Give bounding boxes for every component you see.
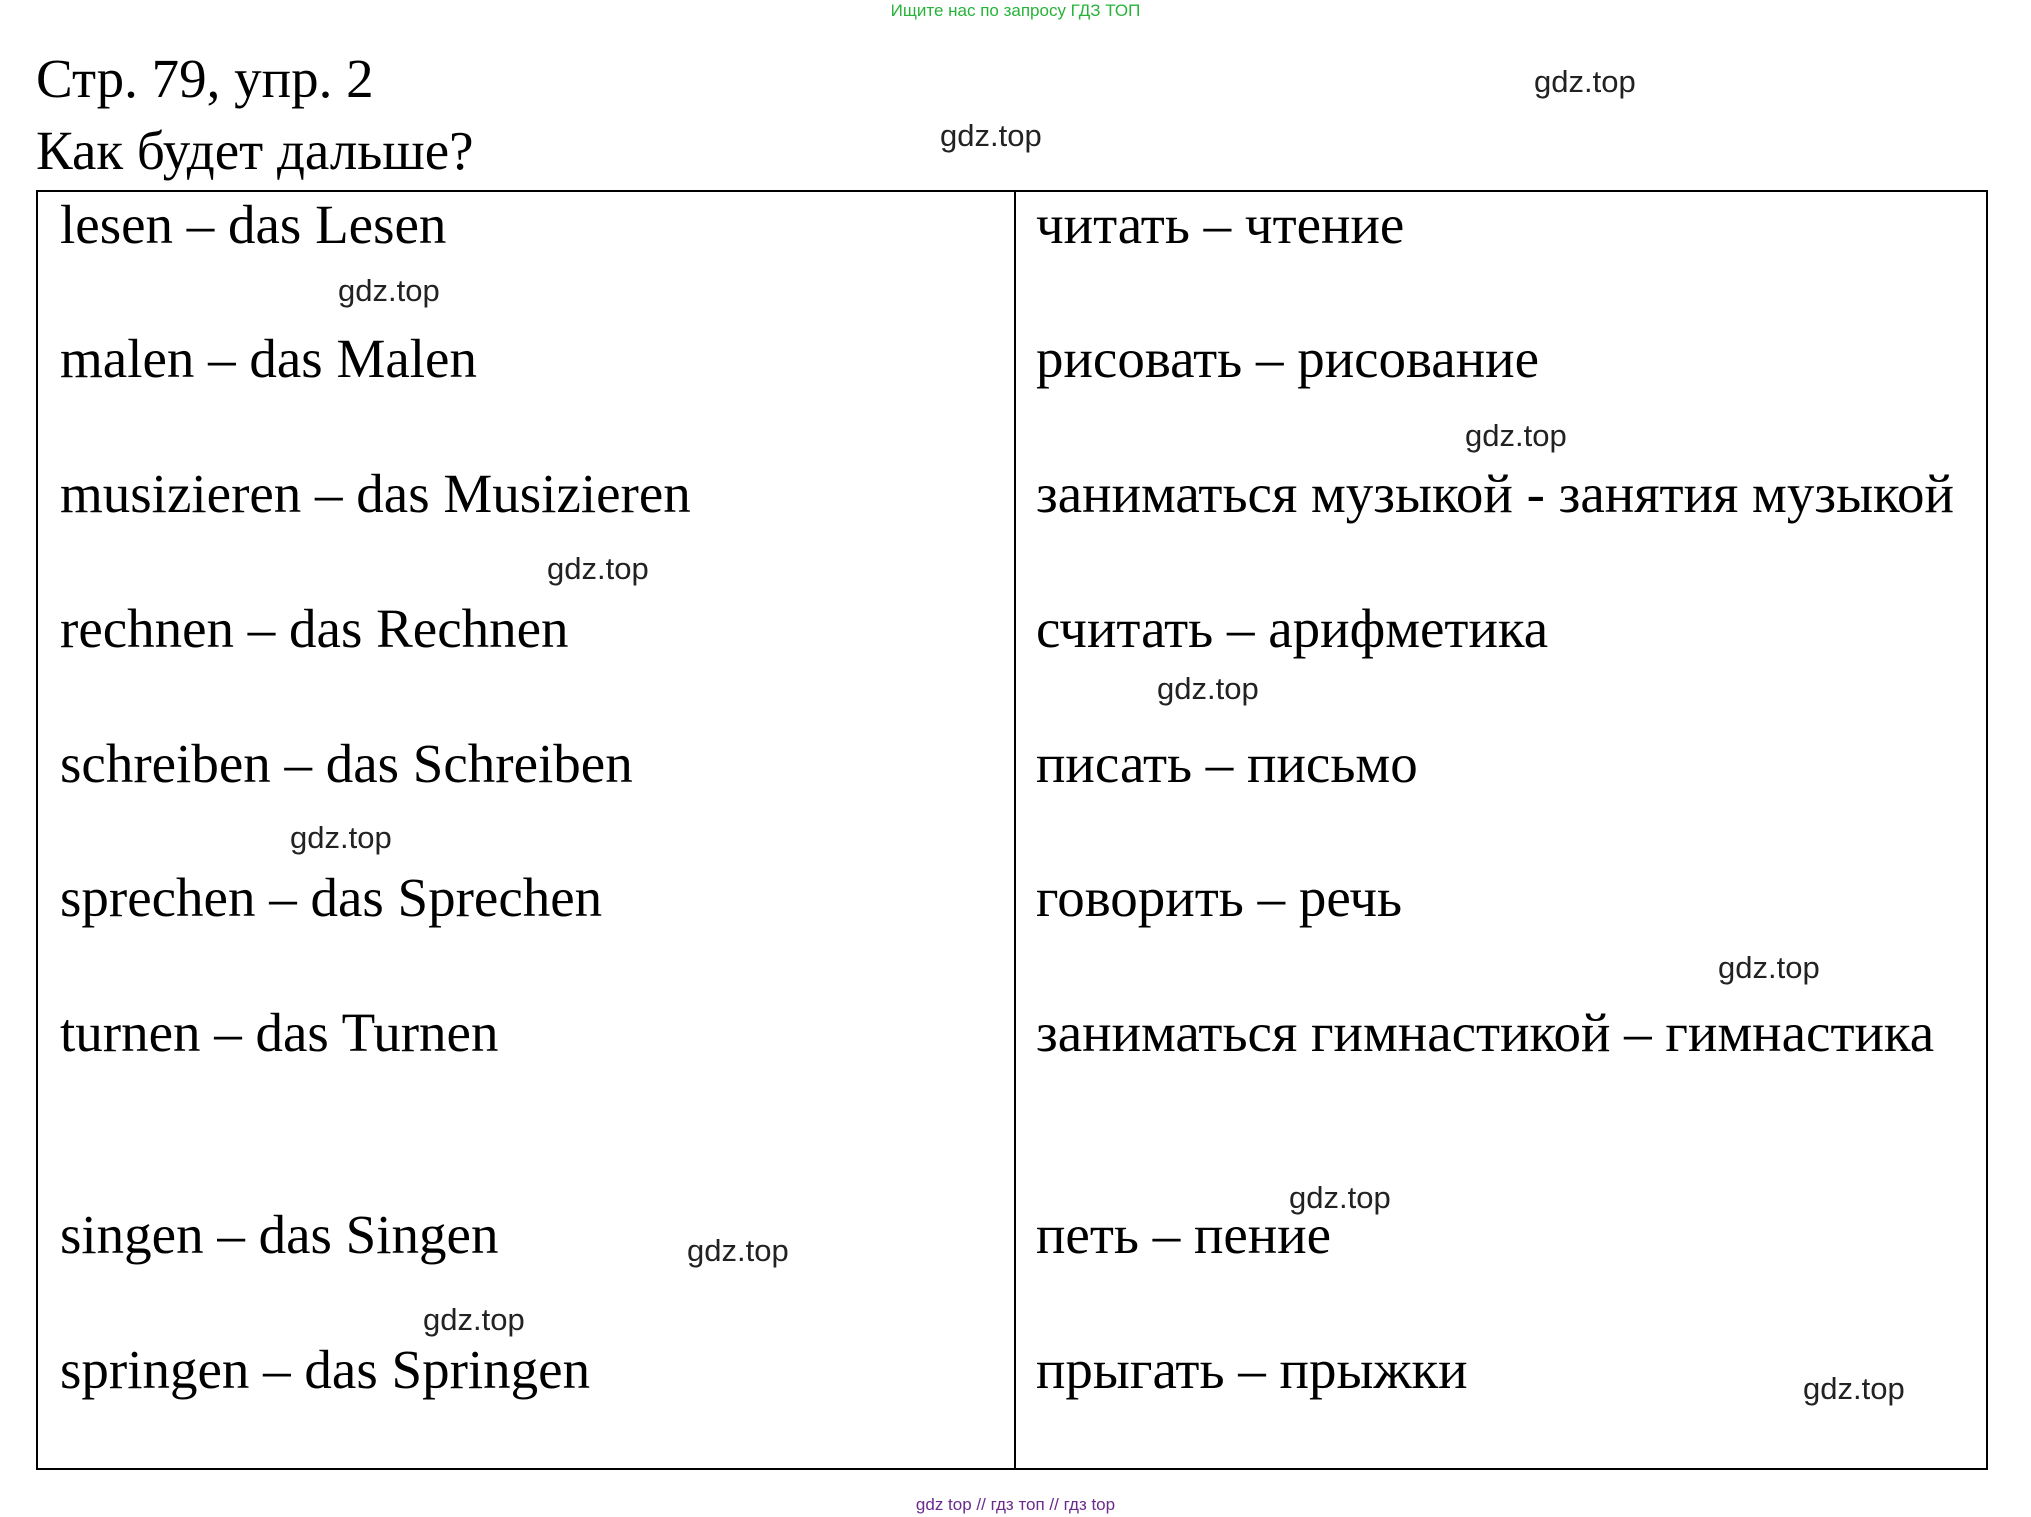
watermark: gdz.top bbox=[687, 1233, 789, 1268]
russian-translation: заниматься музыкой - занятия музыкой bbox=[1036, 463, 1954, 524]
watermark: gdz.top bbox=[338, 273, 440, 308]
german-word-pair: musizieren – das Musizieren bbox=[60, 463, 691, 524]
watermark: gdz.top bbox=[1157, 671, 1259, 706]
russian-translation: говорить – речь bbox=[1036, 867, 1403, 928]
watermark: gdz.top bbox=[940, 118, 1042, 153]
top-banner: Ищите нас по запросу ГДЗ ТОП bbox=[890, 1, 1141, 20]
russian-translation: считать – арифметика bbox=[1036, 598, 1549, 659]
german-word-pair: singen – das Singen bbox=[60, 1204, 499, 1265]
russian-translation: читать – чтение bbox=[1036, 194, 1405, 255]
watermark: gdz.top bbox=[1465, 418, 1567, 453]
watermark: gdz.top bbox=[1718, 950, 1820, 985]
russian-translation: петь – пение bbox=[1036, 1204, 1332, 1265]
watermark: gdz.top bbox=[1289, 1180, 1391, 1215]
watermark: gdz.top bbox=[290, 820, 392, 855]
footer-links: gdz top // гдз топ // гдз top bbox=[915, 1495, 1116, 1514]
russian-translation: рисовать – рисование bbox=[1036, 328, 1539, 389]
german-word-pair: malen – das Malen bbox=[60, 328, 477, 389]
german-word-pair: schreiben – das Schreiben bbox=[60, 733, 633, 794]
watermark: gdz.top bbox=[423, 1302, 525, 1337]
german-word-pair: turnen – das Turnen bbox=[60, 1002, 499, 1063]
german-word-pair: rechnen – das Rechnen bbox=[60, 598, 569, 659]
page-title: Стр. 79, упр. 2 bbox=[36, 48, 374, 109]
watermark: gdz.top bbox=[1534, 64, 1636, 99]
column-divider bbox=[1014, 192, 1016, 1468]
german-word-pair: springen – das Springen bbox=[60, 1339, 591, 1400]
exercise-subtitle: Как будет дальше? bbox=[36, 120, 474, 181]
russian-translation: прыгать – прыжки bbox=[1036, 1339, 1468, 1400]
german-word-pair: lesen – das Lesen bbox=[60, 194, 447, 255]
russian-translation: заниматься гимнастикой – гимнастика bbox=[1036, 1002, 1935, 1063]
russian-translation: писать – письмо bbox=[1036, 733, 1418, 794]
german-word-pair: sprechen – das Sprechen bbox=[60, 867, 603, 928]
watermark: gdz.top bbox=[547, 551, 649, 586]
watermark: gdz.top bbox=[1803, 1371, 1905, 1406]
